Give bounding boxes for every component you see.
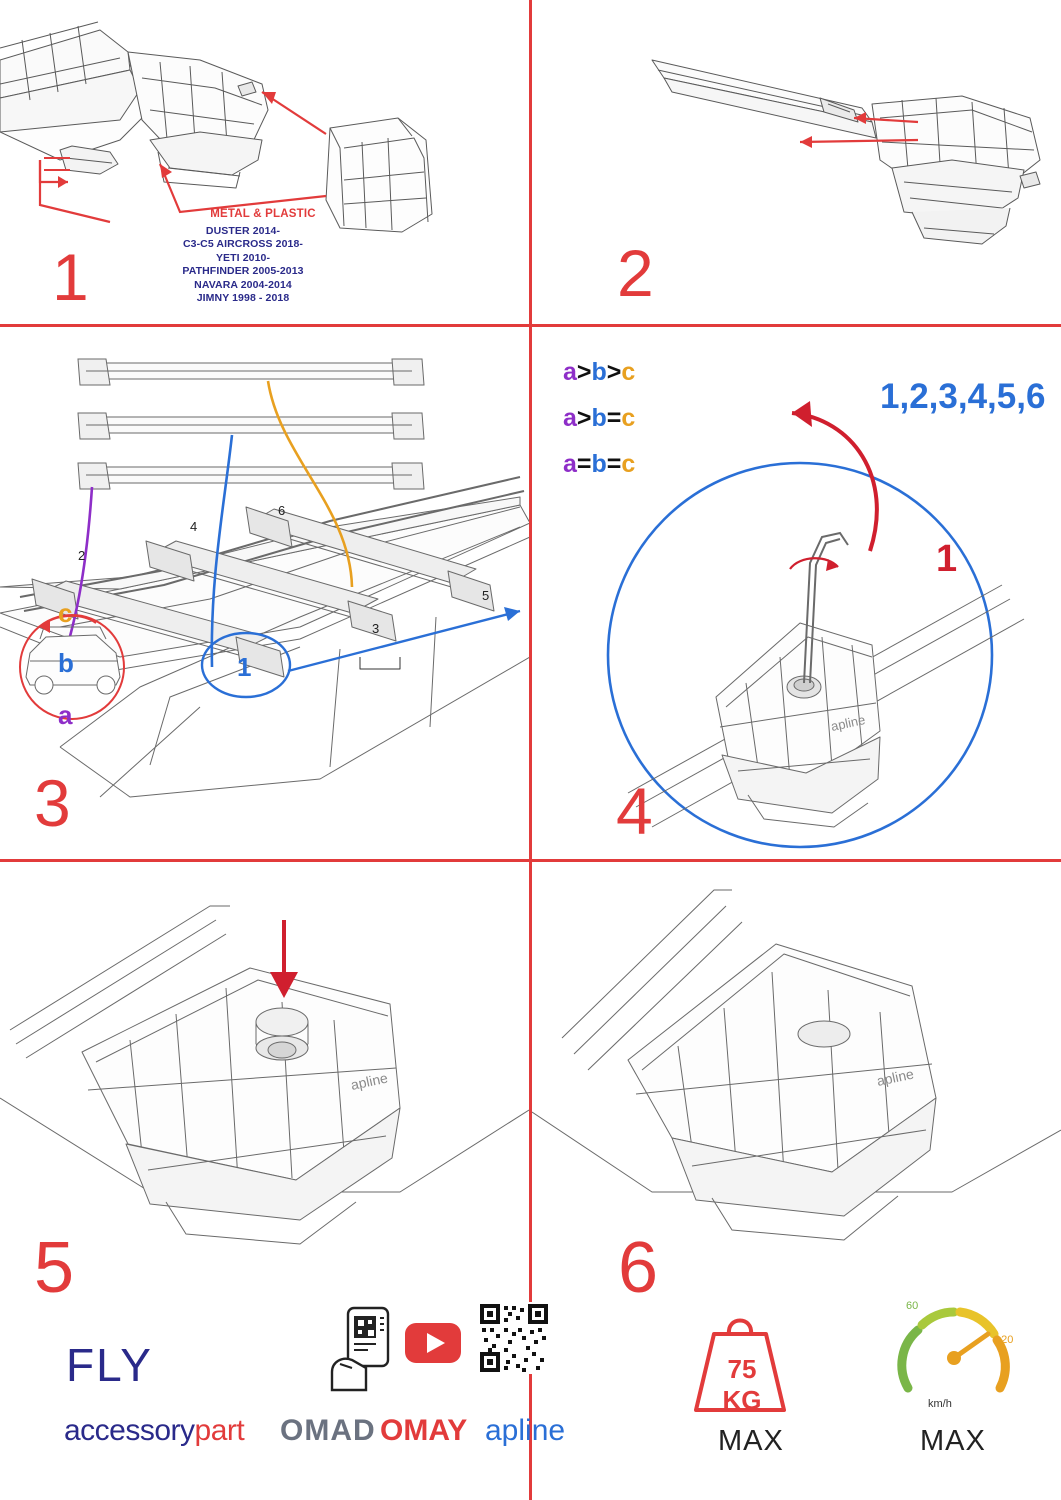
qr-hand-icon: [330, 1306, 394, 1392]
panel6-illustration: [532, 862, 1061, 1262]
panel1-vehicle-list: [103, 225, 383, 306]
formula-op: >: [576, 358, 592, 386]
formula-term-a: a: [563, 450, 577, 478]
bar-letter-c: c: [58, 598, 73, 628]
svg-text:apline: apline: [349, 1069, 390, 1093]
panel4-callout-1: 1: [936, 538, 958, 580]
formula-term-c: c: [621, 404, 636, 432]
brand-accessorypart-part2: part: [194, 1414, 245, 1447]
formula-term-b: b: [591, 450, 607, 478]
step-number-3: 3: [34, 766, 69, 840]
callout-5: 5: [482, 588, 490, 603]
formula-op: =: [606, 450, 622, 478]
svg-text:apline: apline: [875, 1065, 916, 1089]
callout-1-circled: 1: [237, 652, 252, 682]
vehicle-item: NAVARA 2004-2014: [194, 278, 292, 291]
step-number-1: 1: [52, 240, 87, 314]
panel1-heading: METAL & PLASTIC: [210, 208, 316, 220]
speed-tick-120: 120: [995, 1334, 1014, 1346]
brand-accessorypart: [64, 1414, 244, 1448]
speed-unit: km/h: [928, 1398, 952, 1410]
bar-letter-a: a: [58, 700, 73, 730]
brand-fly: FLY: [66, 1339, 153, 1391]
vehicle-item: PATHFINDER 2005-2013: [182, 265, 304, 278]
vehicle-item: DUSTER 2014-: [205, 225, 281, 237]
speed-tick-60: 60: [906, 1300, 919, 1312]
brand-omad: OMAD: [280, 1414, 376, 1447]
weight-limit-label: MAX: [718, 1425, 784, 1457]
vehicle-item: JIMNY 1998 - 2018: [196, 292, 290, 305]
step-number-6: 6: [618, 1228, 657, 1308]
formula-op: >: [576, 404, 592, 432]
panel2-illustration: [532, 0, 1061, 324]
formula-term-c: c: [621, 450, 636, 478]
svg-text:apline: apline: [829, 712, 867, 734]
formula-op: =: [576, 450, 592, 478]
callout-3: 3: [372, 621, 380, 636]
formula-term-a: a: [563, 404, 577, 432]
formula-op: >: [606, 358, 622, 386]
formula-term-c: c: [621, 358, 636, 386]
formula-op: =: [606, 404, 622, 432]
brand-omay: OMAY: [380, 1414, 468, 1447]
formula-term-b: b: [591, 404, 607, 432]
formula-term-a: a: [563, 358, 577, 386]
speed-limit-label: MAX: [920, 1425, 986, 1457]
brand-accessorypart-part1: accessory: [64, 1414, 195, 1447]
callout-2: 2: [78, 548, 86, 563]
panel3-illustration: [0, 327, 529, 859]
youtube-icon[interactable]: [404, 1322, 462, 1364]
callout-6: 6: [278, 503, 286, 518]
brand-apline: apline: [485, 1414, 566, 1447]
bar-letter-b: b: [58, 648, 74, 678]
vehicle-item: C3-C5 AIRCROSS 2018-: [182, 238, 304, 251]
step-number-5: 5: [34, 1228, 73, 1308]
step-number-4: 4: [616, 774, 651, 848]
callout-4: 4: [190, 519, 198, 534]
panel5-illustration: [0, 862, 529, 1262]
step-number-2: 2: [617, 236, 652, 310]
qr-code-icon: [478, 1302, 550, 1374]
vehicle-item: YETI 2010-: [215, 251, 271, 264]
weight-limit-value: 75 KG: [722, 1354, 762, 1415]
panel4-sequence: 1,2,3,4,5,6: [880, 377, 1046, 416]
formula-term-b: b: [591, 358, 607, 386]
